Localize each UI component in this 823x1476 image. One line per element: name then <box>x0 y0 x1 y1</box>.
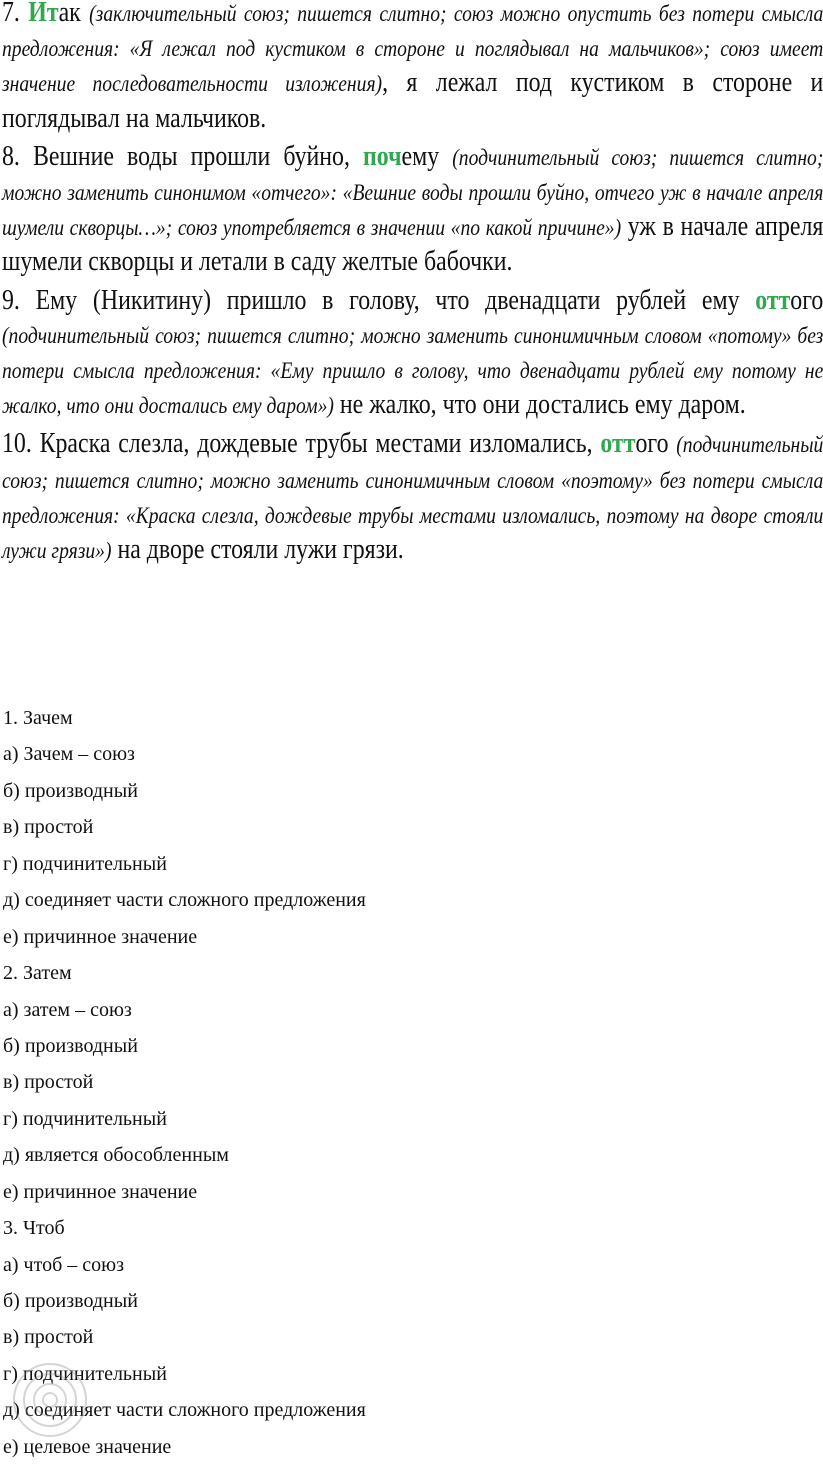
list-item: б) производный <box>3 1290 138 1312</box>
list-item: г) подчинительный <box>3 852 167 875</box>
paragraph-9: 9. Ему (Никитину) пришло в голову, что двенадцати рублей ему оттого (подчинительный союз; пишется слитно; можно заменить синонимичным словом «потому» без потери смысла предложения: «Ему пришло в голову, что двенадцати рублей ему потому не жалко, что они достались ему даром») не жалко, что они достались ему даром. <box>2 284 823 421</box>
list-heading: 1. Зачем <box>3 707 73 729</box>
list-item: а) затем – союз <box>3 998 132 1021</box>
list-item: б) производный <box>3 779 138 802</box>
watermark-logo <box>10 1310 160 1460</box>
highlight: поч <box>363 140 402 172</box>
paragraph-7: 7. Итак (заключительный союз; пишется слитно; союз можно опустить без потери смысла предложения: «Я лежал под кустиком в стороне и поглядывал на мальчиков»; союз имеет значение последовательности изложения), я лежал под кустиком в стороне и поглядывал на мальчиков. <box>2 0 823 136</box>
list-item: б) производный <box>3 1034 138 1057</box>
list-item: г) подчинительный <box>3 1362 167 1385</box>
list-item: д) является обособленным <box>3 1144 229 1167</box>
highlight: Ит <box>28 0 59 28</box>
list-item: г) подчинительный <box>3 1107 167 1130</box>
highlight: отт <box>600 428 636 460</box>
list-item: е) причинное значение <box>3 925 198 948</box>
list-item: а) Зачем – союз <box>3 743 135 766</box>
note: (подчинительный союз; пишется слитно; можно заменить синонимом «отчего»: «Вешние воды прошли буйно, отчего уж в начале апреля шумели скворцы…»; союз употребляется в значении «по какой причине») <box>2 144 823 241</box>
list-item: а) чтоб – союз <box>3 1253 124 1276</box>
list-item: д) соединяет части сложного предложения <box>3 889 366 912</box>
list-item: в) простой <box>3 816 94 839</box>
list-item: д) соединяет части сложного предложения <box>3 1399 366 1422</box>
note: (подчинительный союз; пишется слитно; можно заменить синонимичным словом «поэтому» без потери смысла предложения: «Краска слезла, дождевые трубы местами изломались, поэтому на дворе стояли лужи грязи») <box>2 432 823 564</box>
list-item: е) целевое значение <box>3 1435 172 1458</box>
paragraph-8: 8. Вешние воды прошли буйно, почему (подчинительный союз; пишется слитно; можно заменить синонимом «отчего»: «Вешние воды прошли буйно, отчего уж в начале апреля шумели скворцы…»; союз употребляется в значении «по какой причине») уж в начале апреля шумели скворцы и летали в саду желтые бабочки. <box>2 140 823 278</box>
note: (заключительный союз; пишется слитно; союз можно опустить без потери смысла предложения: «Я лежал под кустиком в стороне и поглядывал на мальчиков»; союз имеет значение последовательности изложения) <box>2 1 823 97</box>
list-heading: 3. Чтоб <box>3 1217 65 1240</box>
list-item: в) простой <box>3 1326 94 1349</box>
list-item: в) простой <box>3 1071 94 1094</box>
note: (подчинительный союз; пишется слитно; можно заменить синонимичным словом «потому» без потери смысла предложения: «Ему пришло в голову, что двенадцати рублей ему потому не жалко, что они достались ему даром») <box>2 322 823 419</box>
highlight: отт <box>755 284 791 316</box>
paragraph-10: 10. Краска слезла, дождевые трубы местами изломались, оттого (подчинительный союз; пишется слитно; можно заменить синонимичным словом «поэтому» без потери смысла предложения: «Краска слезла, дождевые трубы местами изломались, поэтому на дворе стояли лужи грязи») на дворе стояли лужи грязи. <box>2 428 823 566</box>
exercise-text <box>2 0 823 572</box>
list-item: е) причинное значение <box>3 1180 198 1203</box>
list-heading: 2. Затем <box>3 962 72 985</box>
